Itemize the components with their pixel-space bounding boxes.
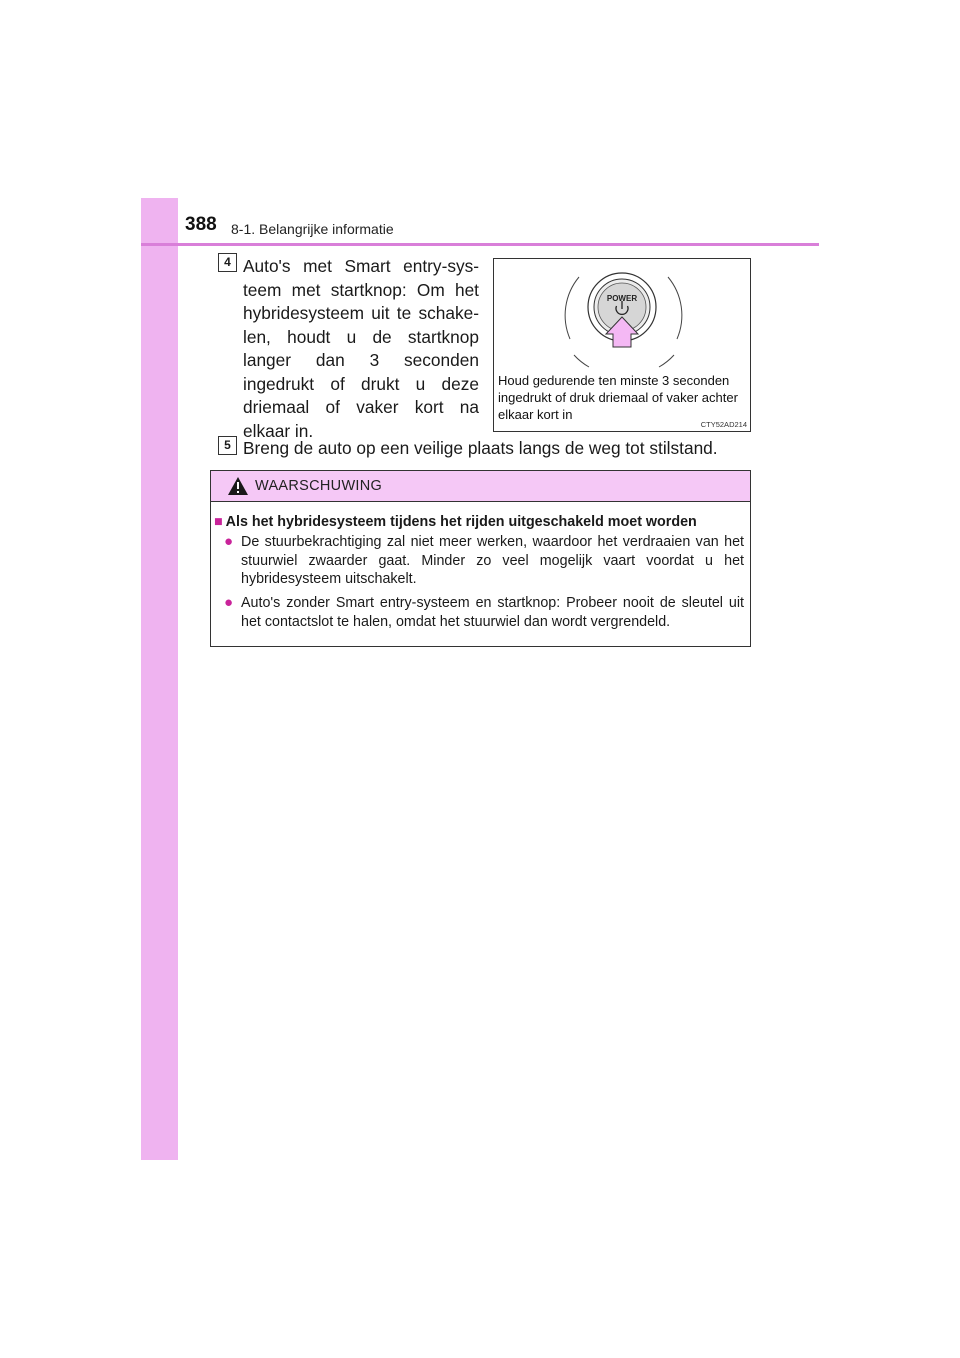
bullet-dot-icon: ● bbox=[224, 594, 234, 611]
warning-triangle-icon bbox=[227, 476, 249, 496]
square-bullet-icon: ■ bbox=[214, 514, 223, 530]
step-badge-5: 5 bbox=[218, 436, 237, 455]
step-4-text: Auto's met Smart entry-sys-teem met startknop: Om het hybridesysteem uit te schake-len, houdt u de startknop langer dan 3 seconden ingedrukt of drukt u deze driemaal of vaker kort na elkaar in. bbox=[243, 256, 479, 441]
step-5-text: Breng de auto op een veilige plaats langs de weg tot stilstand. bbox=[243, 438, 718, 458]
step-badge-4: 4 bbox=[218, 253, 237, 272]
warning-header bbox=[211, 471, 750, 502]
power-button-label: POWER bbox=[606, 294, 638, 303]
section-title: 8-1. Belangrijke informatie bbox=[231, 221, 394, 237]
figure-code: CTY52AD214 bbox=[700, 420, 747, 429]
warning-bullet bbox=[224, 594, 744, 631]
bullet-dot-icon: ● bbox=[224, 533, 234, 550]
chapter-side-band bbox=[141, 198, 178, 1160]
warning-bullet bbox=[224, 533, 744, 589]
warning-title: WAARSCHUWING bbox=[255, 478, 383, 494]
power-button-figure bbox=[493, 258, 751, 432]
header-divider bbox=[141, 243, 819, 246]
warning-bullet-text: De stuurbekrachtiging zal niet meer werken, waardoor het verdraaien van het stuurwiel zwaarder gaat. Minder zo veel mogelijk vaart voordat u het hybridesysteem uitschakelt. bbox=[241, 534, 744, 587]
warning-subheading bbox=[214, 514, 746, 530]
warning-box bbox=[210, 470, 751, 647]
page-number: 388 bbox=[185, 214, 217, 235]
warning-subheading-text: Als het hybridesysteem tijdens het rijden uitgeschakeld moet worden bbox=[225, 514, 697, 530]
warning-bullet-text: Auto's zonder Smart entry-systeem en startknop: Probeer nooit de sleutel uit het contactslot te halen, omdat het stuurwiel dan wordt vergrendeld. bbox=[241, 595, 744, 630]
figure-caption: Houd gedurende ten minste 3 seconden ingedrukt of druk driemaal of vaker achter elkaar kort in bbox=[498, 373, 738, 422]
power-label-layer bbox=[494, 259, 750, 319]
